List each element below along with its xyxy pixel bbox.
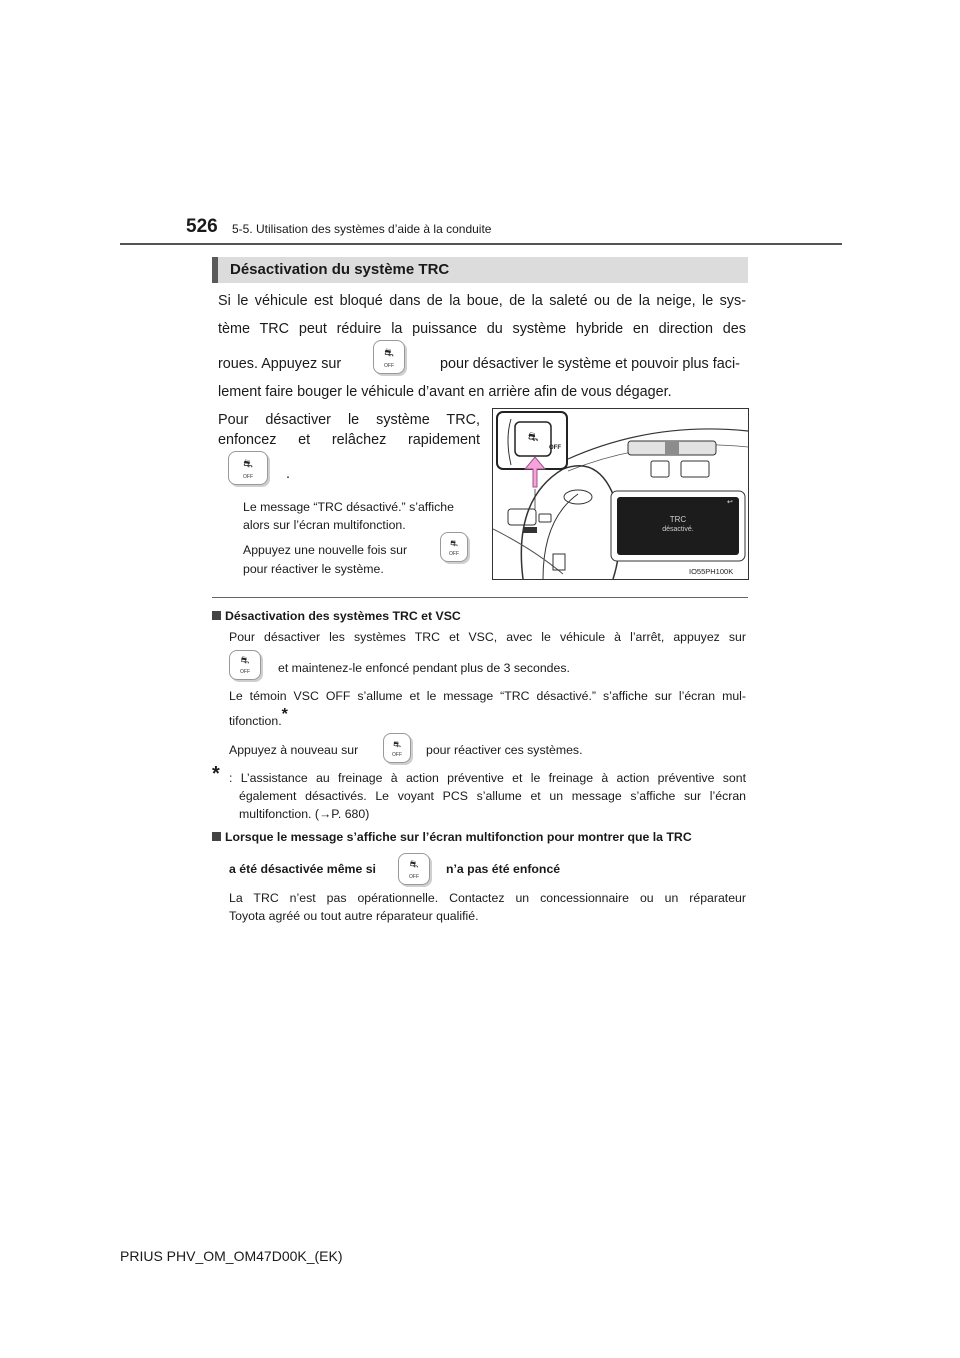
button-off-label: OFF bbox=[409, 874, 419, 880]
vsc-line-3: Le témoin VSC OFF s’allume et le message “TRC désactivé.” s’affiche sur l’écran mul- bbox=[229, 689, 746, 703]
trc-off-button bbox=[440, 532, 468, 562]
trc-off-button bbox=[229, 650, 261, 680]
msg-heading-1 bbox=[212, 830, 748, 844]
intro-line-3b: pour désactiver le système et pouvoir plus faci- bbox=[440, 356, 740, 372]
vsc-line-5b: pour réactiver ces systèmes. bbox=[426, 743, 583, 757]
svg-text:↩: ↩ bbox=[727, 498, 733, 506]
page-number: 526 bbox=[186, 216, 218, 237]
footer-text: PRIUS PHV_OM_OM47D00K_(EK) bbox=[120, 1248, 343, 1264]
square-bullet-icon bbox=[212, 832, 221, 841]
vsc-heading-text: Désactivation des systèmes TRC et VSC bbox=[225, 609, 461, 623]
footnote-star: * bbox=[281, 706, 288, 723]
vehicle-skid-icon: ⛐ bbox=[409, 859, 419, 871]
vsc-line-4 bbox=[229, 705, 288, 731]
header-rule bbox=[120, 243, 842, 245]
steps-msg-line-2: alors sur l’écran multifonction. bbox=[243, 518, 406, 532]
vsc-line-4-text: tifonction. bbox=[229, 714, 282, 728]
button-off-label: OFF bbox=[243, 474, 253, 480]
vsc-heading bbox=[212, 609, 461, 623]
section-bar bbox=[212, 257, 748, 283]
vehicle-skid-icon: ⛐ bbox=[450, 538, 458, 549]
trc-off-button bbox=[383, 733, 411, 763]
section-title: Désactivation du système TRC bbox=[230, 261, 450, 278]
msg-heading-1-text: Lorsque le message s’affiche sur l’écran multifonction pour montrer que la TRC bbox=[225, 830, 692, 844]
intro-line-3a: roues. Appuyez sur bbox=[218, 356, 342, 372]
intro-line-4: lement faire bouger le véhicule d’avant en arrière afin de vous dégager. bbox=[218, 384, 672, 400]
square-bullet-icon bbox=[212, 611, 221, 620]
screen-line-1: TRC bbox=[669, 515, 687, 524]
steps-line-1: Pour désactiver le système TRC, bbox=[218, 412, 480, 428]
vsc-line-2: et maintenez-le enfoncé pendant plus de 3 secondes. bbox=[278, 661, 570, 675]
intro-line-2: tème TRC peut réduire la puissance du système hybride en direction des bbox=[218, 321, 746, 337]
steps-period: . bbox=[286, 466, 290, 482]
trc-off-button bbox=[373, 340, 405, 374]
footnote-marker: * bbox=[212, 763, 220, 785]
button-off-label: OFF bbox=[384, 363, 394, 369]
steps-line-2: enfoncez et relâchez rapidement bbox=[218, 432, 480, 448]
trc-off-button bbox=[228, 451, 268, 485]
chapter-title: 5-5. Utilisation des systèmes d’aide à la conduite bbox=[232, 222, 492, 236]
msg-heading-2b: n’a pas été enfoncé bbox=[446, 862, 561, 876]
msg-line-2: Toyota agréé ou tout autre réparateur qualifié. bbox=[229, 909, 479, 923]
button-off-label: OFF bbox=[240, 669, 250, 675]
footnote-line-1: : L’assistance au freinage à action préventive et le freinage à action préventive sont bbox=[229, 771, 746, 785]
steps-msg-line-1: Le message “TRC désactivé.” s’affiche bbox=[243, 500, 454, 514]
vsc-line-5a: Appuyez à nouveau sur bbox=[229, 743, 359, 757]
msg-heading-2a: a été désactivée même si bbox=[229, 862, 376, 876]
vehicle-skid-icon: ⛐ bbox=[384, 346, 394, 359]
intro-line-1: Si le véhicule est bloqué dans de la boue, de la saleté ou de la neige, le sys- bbox=[218, 293, 746, 309]
msg-line-1: La TRC n’est pas opérationnelle. Contactez un concessionnaire ou un réparateur bbox=[229, 891, 746, 905]
footnote-line-3: multifonction. (→P. 680) bbox=[239, 807, 370, 821]
dashboard-drawing bbox=[493, 409, 748, 579]
vehicle-skid-icon: ⛐ bbox=[240, 655, 250, 667]
figure-code: IO55PH100K bbox=[689, 567, 734, 576]
button-off-label: OFF bbox=[449, 551, 459, 557]
vehicle-skid-icon: ⛐ bbox=[393, 739, 401, 750]
section-divider bbox=[212, 597, 748, 598]
vehicle-skid-icon: ⛐ bbox=[243, 457, 253, 470]
inset-off-label: OFF bbox=[549, 445, 561, 451]
trc-off-button bbox=[398, 853, 430, 885]
steps-re-line-1: Appuyez une nouvelle fois sur bbox=[243, 543, 408, 557]
footnote-line-2: également désactivés. Le voyant PCS s’allume et un message s’affiche sur l’écran bbox=[239, 789, 746, 803]
screen-line-2: désactivé. bbox=[662, 526, 694, 533]
dashboard-illustration bbox=[492, 408, 749, 580]
button-off-label: OFF bbox=[392, 752, 402, 758]
svg-text:⛐: ⛐ bbox=[527, 430, 539, 444]
vsc-line-1: Pour désactiver les systèmes TRC et VSC, avec le véhicule à l’arrêt, appuyez sur bbox=[229, 630, 746, 644]
steps-re-line-2: pour réactiver le système. bbox=[243, 562, 384, 576]
